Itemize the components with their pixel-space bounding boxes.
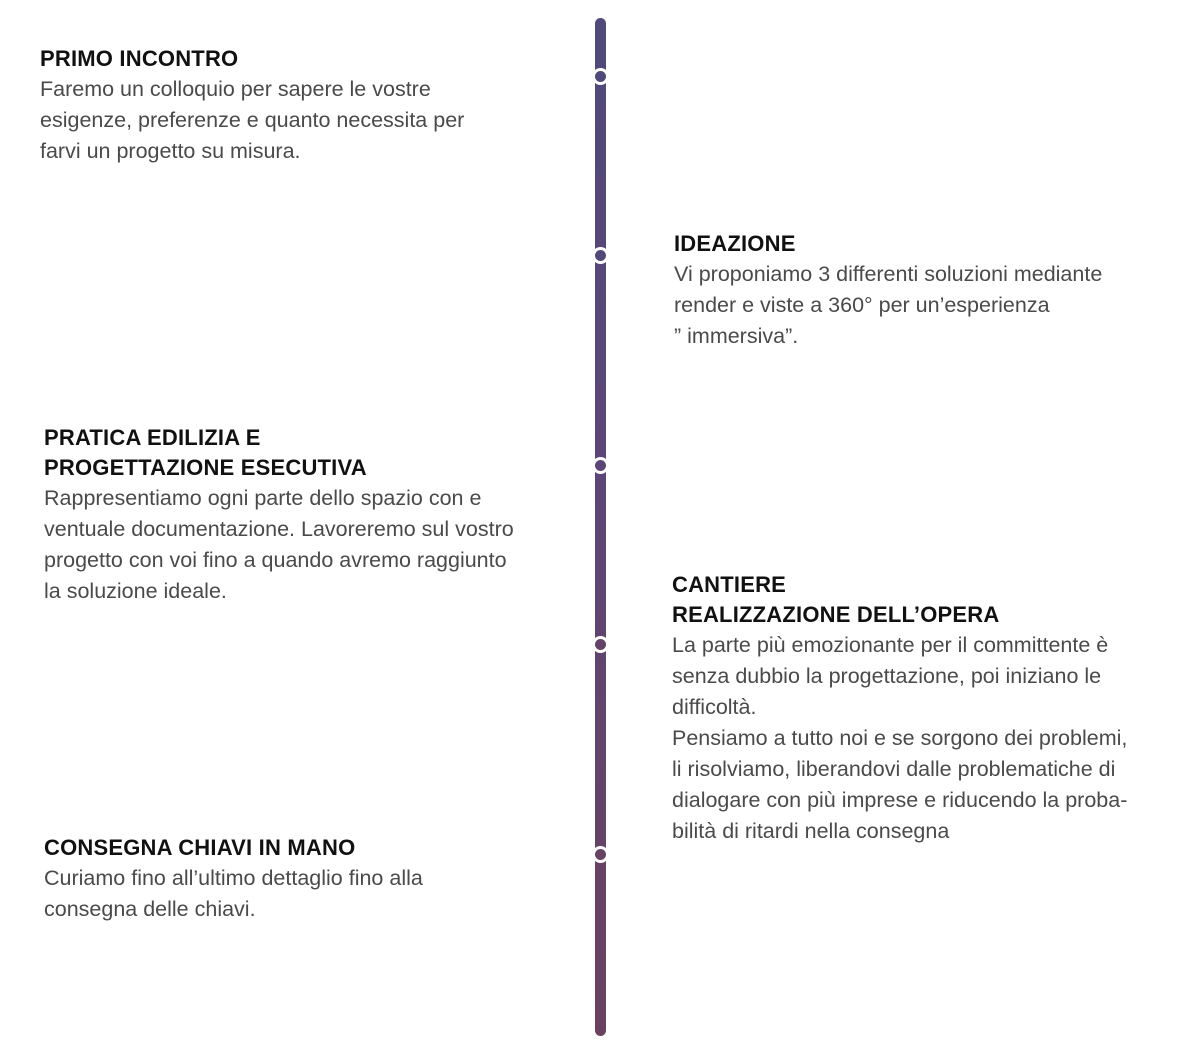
step-description: La parte più emozionante per il committente è senza dubbio la progettazione, poi iniziano le difficoltà. Pensiamo a tutto noi e se sorgono dei problemi, li risolviamo, liberandovi dalle problematiche di dialogare con più imprese e riducendo la proba- bilità di ritardi nella consegna (672, 633, 1128, 843)
step-consegna-chiavi (44, 833, 544, 925)
step-title-line-1: CANTIERE (672, 572, 787, 597)
step-title: IDEAZIONE (674, 231, 796, 256)
step-cantiere (672, 570, 1182, 847)
timeline-node-3 (592, 457, 609, 474)
step-title-line-2: REALIZZAZIONE DELL’OPERA (672, 602, 1000, 627)
step-description: Faremo un colloquio per sapere le vostre esigenze, preferenze e quanto necessita per farvi un progetto su misura. (40, 77, 465, 163)
step-pratica-edilizia (44, 423, 564, 607)
step-description: Curiamo fino all’ultimo dettaglio fino alla consegna delle chiavi. (44, 866, 423, 921)
step-title-line-2: PROGETTAZIONE ESECUTIVA (44, 455, 367, 480)
timeline-node-5 (592, 846, 609, 863)
step-description: Rappresentiamo ogni parte dello spazio con e ventuale documentazione. Lavoreremo sul vostro progetto con voi fino a quando avremo raggiunto la soluzione ideale. (44, 486, 514, 603)
step-title: PRIMO INCONTRO (40, 46, 239, 71)
timeline-node-4 (592, 636, 609, 653)
step-description: Vi proponiamo 3 differenti soluzioni mediante render e viste a 360° per un’esperienza ” immersiva”. (674, 262, 1103, 348)
step-title: CONSEGNA CHIAVI IN MANO (44, 835, 356, 860)
step-title-line-1: PRATICA EDILIZIA E (44, 425, 261, 450)
timeline-node-2 (592, 247, 609, 264)
timeline-node-1 (592, 68, 609, 85)
step-ideazione (674, 229, 1174, 352)
step-primo-incontro (40, 44, 540, 167)
timeline-line (595, 18, 606, 1036)
